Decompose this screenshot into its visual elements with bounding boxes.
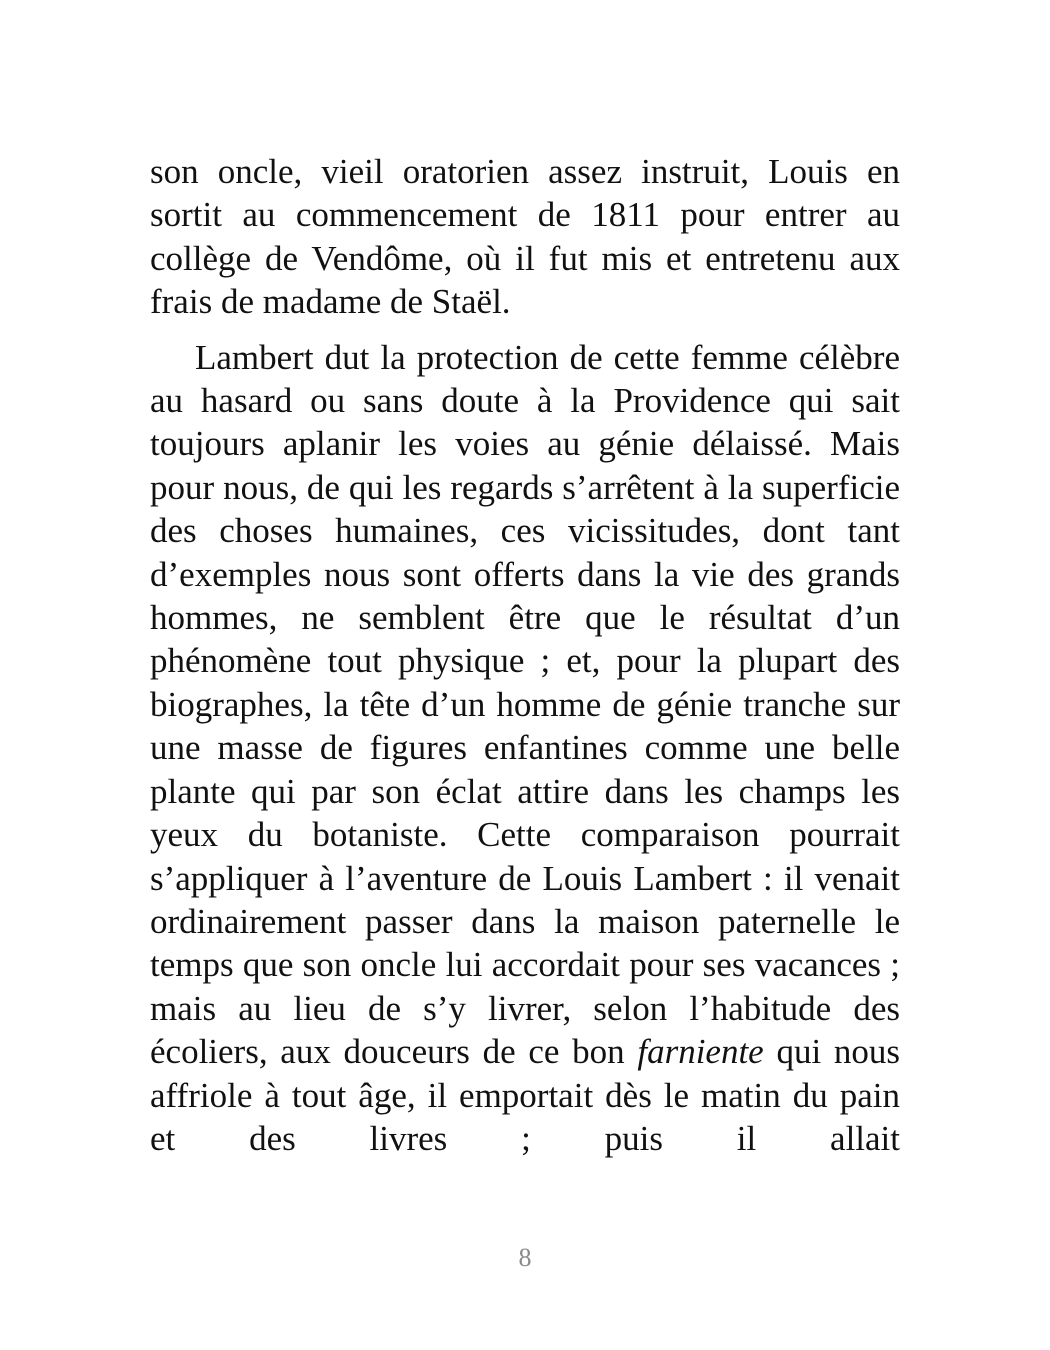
- page-body: [150, 150, 900, 1204]
- paragraph-2-text-start: Lambert dut la protection de cette femme célèbre au hasard ou sans doute à la Providence qui sait toujours aplanir les voies au génie délaissé. Mais pour nous, de qui les regards s’arrêtent à la superficie des choses humaines, ces vicissitudes, dont tant d’exemples nous sont offerts dans la vie des grands hommes, ne semblent être que le résultat d’un phénomène tout physique ; et, pour la plupart des biographes, la tête d’un homme de génie tranche sur une masse de figures enfantines comme une belle plante qui par son éclat attire dans les champs les yeux du botaniste. Cette comparaison pourrait s’appliquer à l’aventure de Louis Lambert : il venait ordinairement passer dans la maison paternelle le temps que son oncle lui accordait pour ses vacances ; mais au lieu de s’y livrer, selon l’habitude des écoliers, aux douceurs de ce bon: [150, 337, 900, 1072]
- paragraph-2: [150, 336, 900, 1204]
- paragraph-1: son oncle, vieil oratorien assez instruit, Louis en sortit au commencement de 1811 pour entrer au collège de Vendôme, où il fut mis et entretenu aux frais de madame de Staël.: [150, 152, 900, 322]
- paragraph-2-text-end: qui nous affriole à tout âge, il emportait dès le matin du pain et des livres ; puis il allait: [150, 1032, 900, 1158]
- italic-word-farniente: farniente: [637, 1032, 764, 1072]
- page-number: 8: [518, 1243, 532, 1272]
